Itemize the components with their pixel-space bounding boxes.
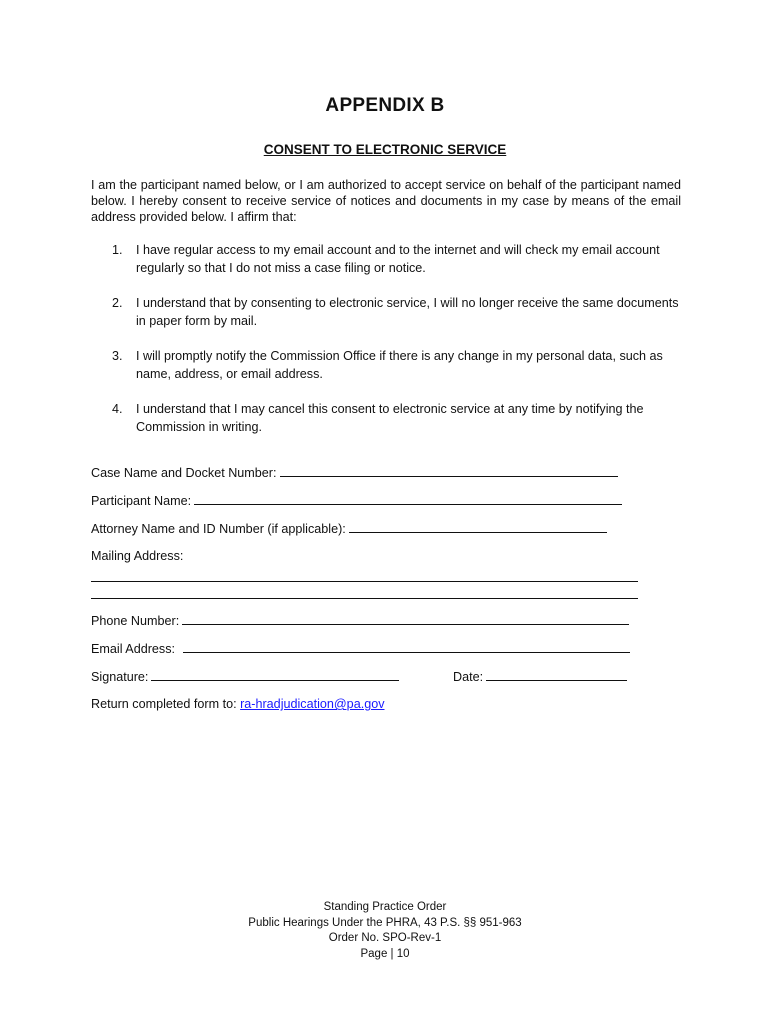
mailing-input-line-2[interactable] [91, 585, 638, 599]
participant-field [91, 491, 641, 519]
email-input-line[interactable] [183, 639, 630, 653]
phone-input-line[interactable] [182, 611, 629, 625]
footer-line-3: Order No. SPO-Rev-1 [328, 932, 442, 944]
page-number: Page | 10 [360, 947, 410, 960]
case-field [91, 463, 641, 491]
list-text: I have regular access to my email account and to the internet and will check my email account regularly so that I do not miss a case filing or notice. [136, 243, 660, 275]
list-number: 3. [112, 349, 123, 363]
page-subtitle: CONSENT TO ELECTRONIC SERVICE [263, 142, 507, 157]
participant-label: Participant Name: [91, 494, 192, 508]
phone-field [91, 611, 641, 639]
attorney-label: Attorney Name and ID Number (if applicable): [91, 522, 346, 536]
case-input-line[interactable] [280, 463, 618, 477]
phone-label: Phone Number: [91, 614, 180, 628]
list-item [91, 347, 681, 383]
email-label: Email Address: [91, 642, 175, 656]
date-label: Date: [453, 670, 484, 684]
attorney-field [91, 519, 641, 547]
mailing-field [91, 547, 641, 611]
email-field [91, 639, 641, 667]
case-label: Case Name and Docket Number: [91, 466, 277, 480]
return-email-link[interactable]: ra-hradjudication@pa.gov [240, 697, 385, 711]
date-field [453, 667, 627, 686]
list-item [91, 294, 681, 330]
signature-input-line[interactable] [151, 667, 399, 681]
signature-label: Signature: [91, 670, 149, 684]
mailing-label: Mailing Address: [91, 549, 184, 563]
page-footer [0, 900, 770, 962]
list-item [91, 241, 681, 277]
signature-row [91, 667, 641, 695]
footer-line-1: Standing Practice Order [323, 901, 447, 913]
list-text: I understand that I may cancel this consent to electronic service at any time by notifying the Commission in writing. [136, 402, 644, 434]
list-item [91, 400, 681, 436]
participant-input-line[interactable] [194, 491, 622, 505]
list-text: I understand that by consenting to electronic service, I will no longer receive the same documents in paper form by mail. [136, 296, 679, 328]
list-number: 4. [112, 402, 123, 416]
footer-line-2: Public Hearings Under the PHRA, 43 P.S. §§ 951-963 [248, 916, 522, 929]
page-title: APPENDIX B [325, 95, 445, 116]
return-label: Return completed form to: [91, 697, 237, 711]
date-input-line[interactable] [486, 667, 627, 681]
affirmation-list [91, 241, 681, 453]
intro-paragraph: I am the participant named below, or I am authorized to accept service on behalf of the participant named below. I hereby consent to receive service of notices and documents in my case by means of the email address provided below. I affirm that: [91, 178, 681, 224]
form-fields [91, 463, 641, 713]
list-text: I will promptly notify the Commission Office if there is any change in my personal data, such as name, address, or email address. [136, 349, 663, 381]
attorney-input-line[interactable] [349, 519, 607, 533]
list-number: 2. [112, 296, 123, 310]
return-row [91, 695, 641, 713]
mailing-input-line-1[interactable] [91, 568, 638, 582]
list-number: 1. [112, 243, 123, 257]
